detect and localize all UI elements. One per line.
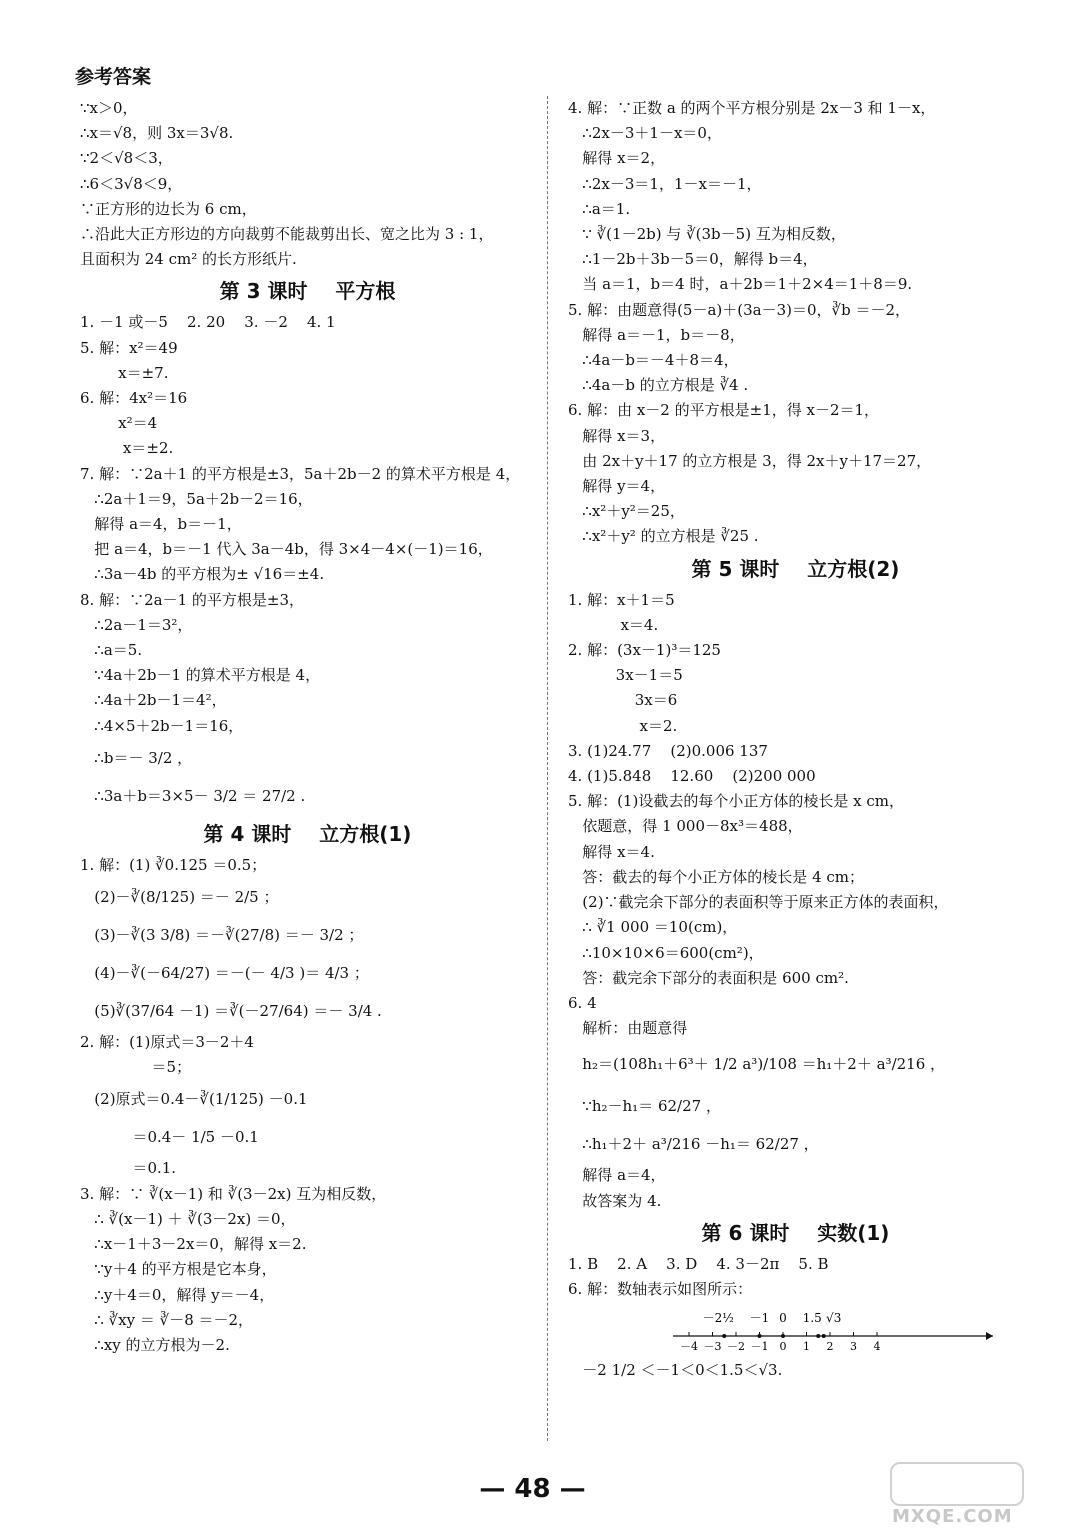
- answer-line: (3)－∛(3 3/8) ＝－∛(27/8) ＝－ 3/2 ；: [80, 926, 364, 945]
- answer-line: ∴y＋4＝0，解得 y＝－4，: [80, 1285, 275, 1304]
- answer-line: ∴ ∛(x－1) ＋ ∛(3－2x) ＝0，: [80, 1209, 296, 1228]
- answer-line: ∵正方形的边长为 6 cm，: [80, 199, 257, 218]
- axis-tick-label: 2: [826, 1340, 834, 1354]
- column-divider: [547, 96, 548, 1441]
- answer-line: ∴x＝√8，则 3x＝3√8.: [80, 124, 234, 143]
- axis-point: [722, 1334, 726, 1338]
- axis-point: [758, 1334, 762, 1338]
- answer-line: ∵ ∛(1－2b) 与 ∛(3b－5) 互为相反数，: [568, 225, 846, 244]
- answer-line: ∴2a＋1＝9，5a＋2b－2＝16，: [80, 489, 313, 508]
- axis-tick-label: 3: [850, 1340, 857, 1354]
- answer-line: ∴a＝1.: [568, 199, 631, 218]
- answer-line: (5)∛(37/64 －1) ＝∛(－27/64) ＝－ 3/4 .: [80, 1002, 382, 1021]
- answer-line: ＝5；: [80, 1058, 192, 1077]
- answer-line: 6. 解：数轴表示如图所示：: [568, 1279, 753, 1298]
- answer-line: 且面积为 24 cm² 的长方形纸片.: [80, 250, 297, 269]
- answer-line: 3. 解：∵ ∛(x－1) 和 ∛(3－2x) 互为相反数，: [80, 1184, 387, 1203]
- page-header: 参考答案: [75, 66, 152, 88]
- answer-line: ∵2＜√8＜3，: [80, 149, 173, 168]
- answer-line: 2. 解：(3x－1)³＝125: [568, 641, 721, 660]
- answer-line: 答：截去的每个小正方体的棱长是 4 cm；: [568, 867, 865, 886]
- axis-arrow-icon: [986, 1332, 993, 1340]
- answer-line: ∴3a＋b＝3×5－ 3/2 ＝ 27/2 .: [80, 786, 306, 805]
- answer-line: ∴4a＋2b－1＝4²，: [80, 691, 227, 710]
- axis-point: [822, 1334, 826, 1338]
- answer-line: 依题意，得 1 000－8x³＝488，: [568, 817, 803, 836]
- answer-line: ＝0.1.: [80, 1159, 177, 1178]
- answer-line: ∵y＋4 的平方根是它本身，: [80, 1260, 277, 1279]
- answer-line: ∵h₂－h₁＝ 62/27 ，: [568, 1097, 721, 1116]
- answer-line: 解得 x＝3，: [568, 426, 666, 445]
- right-column: [568, 96, 1023, 1383]
- watermark: [870, 1460, 1050, 1530]
- answer-line: 解析：由题意得: [568, 1019, 688, 1038]
- answer-line: ∴xy 的立方根为－2.: [80, 1335, 230, 1354]
- axis-tick-label: 4: [873, 1340, 881, 1354]
- answer-line: －2 1/2 ＜－1＜0＜1.5＜√3.: [568, 1361, 783, 1380]
- answer-line: 3x＝6: [568, 691, 678, 710]
- answer-line: 5. 解：(1)设截去的每个小正方体的棱长是 x cm，: [568, 792, 904, 811]
- answer-line: ∴2a－1＝3²，: [80, 615, 193, 634]
- answer-line: (2)－∛(8/125) ＝－ 2/5 ；: [80, 888, 279, 907]
- answer-line: 1. 解：(1) ∛0.125 ＝0.5；: [80, 855, 267, 874]
- answer-line: ∴h₁＋2＋ a³/216 －h₁＝ 62/27 ，: [568, 1135, 819, 1154]
- answer-line: ∴4a－b 的立方根是 ∛4 .: [568, 376, 749, 395]
- answer-line: x＝4.: [568, 615, 659, 634]
- answer-line: x＝2.: [568, 716, 678, 735]
- answer-line: 1. B 2. A 3. D 4. 3－2π 5. B: [568, 1254, 829, 1273]
- answer-line: 3x－1＝5: [568, 666, 683, 685]
- section-title: 第 3 课时 平方根: [219, 279, 396, 304]
- answer-line: 6. 4: [568, 993, 597, 1012]
- answer-line: 5. 解：x²＝49: [80, 338, 178, 357]
- answer-line: 3. (1)24.77 (2)0.006 137: [568, 741, 768, 760]
- answer-line: ∵x＞0，: [80, 99, 138, 117]
- section-title: 第 4 课时 立方根(1): [203, 821, 412, 846]
- axis-tick-label: －2: [727, 1340, 745, 1354]
- page-number: — 48 —: [479, 1474, 586, 1504]
- answer-line: 解得 y＝4，: [568, 477, 666, 496]
- answer-line: 解得 x＝2，: [568, 149, 666, 168]
- answer-line: x＝±7.: [80, 363, 169, 382]
- answer-line: 5. 解：由题意得(5－a)＋(3a－3)＝0，∛b ＝－2，: [568, 300, 911, 319]
- answer-line: 6. 解：由 x－2 的平方根是±1，得 x－2＝1，: [568, 401, 880, 420]
- answer-line: ∴10×10×6＝600(cm²)，: [568, 943, 764, 962]
- answer-line: (4)－∛(－64/27) ＝－(－ 4/3 )＝ 4/3 ；: [80, 964, 369, 983]
- answer-line: ＝0.4－ 1/5 －0.1: [80, 1128, 259, 1147]
- watermark-text: MXQE.COM: [892, 1506, 1013, 1527]
- answer-line: 解得 a＝4，b＝－1，: [80, 515, 242, 534]
- answer-line: ∴ ∛xy ＝ ∛－8 ＝－2，: [80, 1310, 254, 1329]
- axis-point-label: －1: [749, 1311, 770, 1326]
- answer-line: ∴ ∛1 000 ＝10(cm)，: [568, 918, 738, 937]
- answer-line: 8. 解：∵2a－1 的平方根是±3，: [80, 590, 304, 609]
- axis-point-label: 1.5: [802, 1311, 822, 1326]
- answer-line: ∵4a＋2b－1 的算术平方根是 4，: [80, 666, 321, 685]
- axis-point: [781, 1334, 785, 1338]
- answer-line: ∴3a－4b 的平方根为± √16＝±4.: [80, 565, 325, 584]
- answer-line: ∴1－2b＋3b－5＝0，解得 b＝4，: [568, 250, 818, 269]
- answer-line: (2)∵截完余下部分的表面积等于原来正方体的表面积，: [568, 893, 949, 912]
- answer-line: 1. －1 或－5 2. 20 3. －2 4. 1: [80, 313, 336, 332]
- answer-line: h₂＝(108h₁＋6³＋ 1/2 a³)/108 ＝h₁＋2＋ a³/216 ，: [568, 1055, 946, 1074]
- answer-line: 1. 解：x＋1＝5: [568, 590, 675, 609]
- answer-line: 4. 解：∵正数 a 的两个平方根分别是 2x－3 和 1－x，: [568, 99, 936, 117]
- answer-line: ∴x²＋y²＝25，: [568, 502, 685, 521]
- answer-line: ∴4a－b＝－4＋8＝4，: [568, 351, 739, 370]
- section-title: 第 5 课时 立方根(2): [691, 556, 900, 581]
- answer-line: 解得 a＝－1，b＝－8，: [568, 325, 745, 344]
- answer-line: (2)原式＝0.4－∛(1/125) －0.1: [80, 1090, 308, 1109]
- number-line: [663, 1302, 1003, 1358]
- answer-line: ∴4×5＋2b－1＝16，: [80, 716, 244, 735]
- axis-point-label: 0: [779, 1311, 787, 1326]
- answer-line: ∴2x－3＋1－x＝0，: [568, 124, 722, 143]
- answer-line: ∴a＝5.: [80, 641, 143, 660]
- answer-line: ∴2x－3＝1，1－x＝－1，: [568, 174, 762, 193]
- answer-line: 把 a＝4，b＝－1 代入 3a－4b，得 3×4－4×(－1)＝16，: [80, 540, 493, 559]
- answer-line: 4. (1)5.848 12.60 (2)200 000: [568, 767, 816, 786]
- axis-tick-label: －4: [680, 1340, 698, 1354]
- axis-tick-label: －3: [703, 1340, 722, 1354]
- answer-line: 当 a＝1，b＝4 时，a＋2b＝1＋2×4＝1＋8＝9.: [568, 275, 913, 294]
- axis-point-label: √3: [826, 1311, 842, 1326]
- axis-tick-label: 1: [803, 1340, 810, 1354]
- left-column: [80, 96, 535, 1358]
- answer-line: 答：截完余下部分的表面积是 600 cm².: [568, 968, 849, 987]
- axis-point-label: －2½: [702, 1311, 734, 1326]
- axis-tick-label: 0: [779, 1340, 787, 1354]
- answer-line: x＝±2.: [80, 439, 174, 458]
- watermark-logo-icon: [890, 1462, 1024, 1506]
- answer-line: 由 2x＋y＋17 的立方根是 3，得 2x＋y＋17＝27，: [568, 451, 932, 470]
- answer-line: 故答案为 4.: [568, 1191, 662, 1210]
- axis-point: [816, 1334, 820, 1338]
- answer-line: ∴沿此大正方形边的方向裁剪不能裁剪出长、宽之比为 3 : 1，: [80, 225, 494, 244]
- answer-line: ∴x²＋y² 的立方根是 ∛25 .: [568, 527, 759, 546]
- answer-line: ∴x－1＋3－2x＝0，解得 x＝2.: [80, 1235, 307, 1254]
- answer-line: ∴6＜3√8＜9，: [80, 174, 183, 193]
- answer-line: 6. 解：4x²＝16: [80, 389, 188, 408]
- answer-line: ∴b＝－ 3/2 ，: [80, 748, 193, 767]
- answer-line: 解得 a＝4，: [568, 1166, 666, 1185]
- answer-line: 7. 解：∵2a＋1 的平方根是±3，5a＋2b－2 的算术平方根是 4，: [80, 464, 521, 483]
- answer-line: 解得 x＝4.: [568, 842, 655, 861]
- answer-line: x²＝4: [80, 414, 158, 433]
- axis-tick-label: －1: [750, 1340, 769, 1354]
- section-title: 第 6 课时 实数(1): [701, 1220, 890, 1245]
- answer-line: 2. 解：(1)原式＝3－2＋4: [80, 1033, 254, 1052]
